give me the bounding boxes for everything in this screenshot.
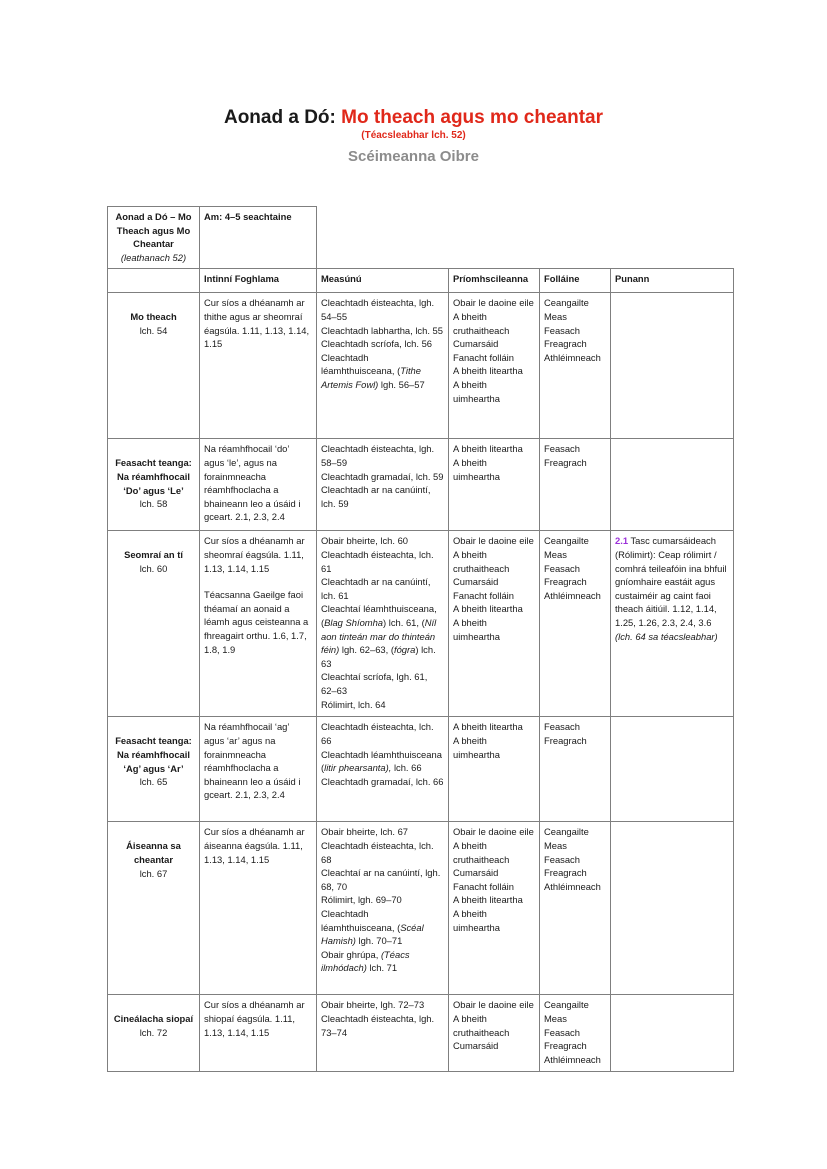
assessment-italic: litir phearsanta), xyxy=(324,762,392,774)
unit-page: (leathanach 52) xyxy=(120,251,187,263)
skill-item: A bheith cruthaitheach xyxy=(453,548,510,574)
skill-item: Cumarsáid xyxy=(453,576,499,588)
assessment-italic: Scéal Hamish) xyxy=(321,921,424,947)
intention-item: Na réamhfhocail ‘ag’ agus ‘ar’ agus na forainmneacha réamhfhoclacha a bhaineann leo a úsáid i gceart. 2.1, 2.3, 2.4 xyxy=(204,721,301,801)
wellbeing-cell xyxy=(540,293,611,439)
assessment-item: Cleachtadh éisteachta, lch. 66 xyxy=(321,721,434,746)
assessment-item: Cleachtaí ar na canúintí, lgh. 68, 70 xyxy=(321,867,441,892)
assessment-italic: Tithe Artemis Fowl) xyxy=(321,365,421,390)
wellbeing-item: Ceangailte xyxy=(544,297,589,309)
topic-page: lch. 72 xyxy=(139,1026,168,1038)
portfolio-task xyxy=(615,534,729,629)
assessment-item: Cleachtadh ar na canúintí, lch. 61 xyxy=(321,576,431,601)
table-row xyxy=(108,531,734,717)
skill-item: A bheith cruthaitheach xyxy=(453,1012,510,1038)
assessment-text: ) lch. 61, ( xyxy=(383,616,425,628)
assessment-item: Cleachtadh éisteachta, lgh. 58–59 xyxy=(321,443,435,468)
wellbeing-item: Feasach xyxy=(544,324,580,336)
table-row xyxy=(108,717,734,822)
wellbeing-item: Meas xyxy=(544,839,567,851)
assessment-item xyxy=(321,351,444,392)
wellbeing-item: Meas xyxy=(544,548,567,560)
wellbeing-cell xyxy=(540,717,611,822)
assessment-item: Cleachtadh gramadaí, lch. 59 xyxy=(321,470,444,482)
topic-page: lch. 58 xyxy=(139,498,168,510)
assessment-item: Cleachtadh éisteachta, lch. 68 xyxy=(321,839,434,865)
assessment-item: Cleachtadh éisteachta, lgh. 73–74 xyxy=(321,1012,435,1038)
scheme-table xyxy=(107,206,734,1072)
intention-item: Cur síos a dhéanamh ar áiseanna éagsúla. 1.11, 1.13, 1.14, 1.15 xyxy=(204,826,305,865)
assessment-item: Obair bheirte, lch. 60 xyxy=(321,535,409,547)
assessment-item: Cleachtadh gramadaí, lch. 66 xyxy=(321,775,444,787)
topic: Seomraí an tí xyxy=(124,549,183,561)
skill-item: A bheith litearth​a xyxy=(453,894,523,906)
assessment-italic: (Téacs ilmhódach) xyxy=(321,948,410,974)
assessment-item xyxy=(321,602,444,670)
assessment-text: Obair ghrúpa, xyxy=(321,948,381,960)
skill-item: Fanacht folláin xyxy=(453,351,514,363)
topic-page: lch. 54 xyxy=(139,324,168,336)
topic-page: lch. 60 xyxy=(139,562,168,574)
column-header: Folláine xyxy=(540,269,611,293)
intentions-cell xyxy=(200,439,317,531)
portfolio-cell xyxy=(611,717,734,822)
intention-item: Cur síos a dhéanamh ar thithe agus ar sheomraí éagsúla. 1.11, 1.13, 1.14, 1.15 xyxy=(204,297,310,350)
intentions-cell xyxy=(200,822,317,995)
portfolio-note: (lch. 64 sa téacsleabhar) xyxy=(615,630,718,642)
page-title xyxy=(0,106,827,130)
intention-item: Téacsanna Gaeilge faoi théamaí an aonaid a léamh agus ceisteanna a fhreagairt orthu. 1.6, 1.7, 1.8, 1.9 xyxy=(204,589,309,655)
assessment-text: lgh. 56–57 xyxy=(378,378,425,390)
topic-cell xyxy=(108,995,200,1072)
assessment-cell xyxy=(317,717,449,822)
column-header: Measúnú xyxy=(317,269,449,293)
assessment-item: Cleachtadh ar na canúintí, lch. 59 xyxy=(321,484,431,509)
assessment-text: lgh. 62–63, ( xyxy=(339,644,394,656)
column-header-row xyxy=(108,269,734,293)
topic-cell xyxy=(108,531,200,717)
assessment-italic: Níl aon tinteán mar do thinteán féin) xyxy=(321,616,437,656)
assessment-item xyxy=(321,907,444,948)
wellbeing-item: Freagrach xyxy=(544,734,587,746)
wellbeing-cell xyxy=(540,531,611,717)
topic: Feasacht teanga: Na réamhfhocail ‘Ag’ agus ‘Ar’ xyxy=(115,735,192,774)
portfolio-cell xyxy=(611,531,734,717)
skill-item: A bheith uimheartha xyxy=(453,907,500,933)
wellbeing-item: Feasach xyxy=(544,562,580,574)
wellbeing-item: Feasach xyxy=(544,853,580,865)
assessment-item xyxy=(321,948,444,975)
skill-item: Cumarsáid xyxy=(453,1040,499,1052)
assessment-item: Rólimirt, lgh. 69–70 xyxy=(321,894,402,906)
topic: Cineálacha siopaí xyxy=(113,1013,194,1025)
portfolio-text: Tasc cumarsáideach (Rólimirt): Ceap rólimirt / comhrá teileafóin ina bhfuil gníomhaire eastáit agus custaiméir ag caint faoi theach áitiúil. 1.12, 1.14, 1.25, 1.26, 2.3, 2.4, 3.6 xyxy=(615,535,727,628)
assessment-item: Cleachtadh éisteachta, lch. 61 xyxy=(321,548,434,574)
skill-item: Obair le daoine eile xyxy=(453,297,534,309)
textbook-reference: (Téacsleabhar lch. 52) xyxy=(361,130,466,141)
assessment-cell xyxy=(317,439,449,531)
skills-cell xyxy=(449,822,540,995)
skill-item: A bheith cruthaitheach xyxy=(453,310,510,336)
assessment-cell xyxy=(317,822,449,995)
wellbeing-item: Feasach xyxy=(544,1026,580,1038)
column-header: Príomhscileanna xyxy=(449,269,540,293)
assessment-text: lgh. 70–71 xyxy=(355,935,403,947)
portfolio-cell xyxy=(611,822,734,995)
assessment-item: Cleachtadh labhartha, lch. 55 xyxy=(321,324,443,336)
page-header xyxy=(0,106,827,168)
assessment-text: Cleachtadh léamhthuisceana, ( xyxy=(321,351,401,377)
table-unit-row xyxy=(108,207,734,269)
table-row xyxy=(108,822,734,995)
intention-item: Cur síos a dhéanamh ar shiopaí éagsúla. 1.11, 1.13, 1.14, 1.15 xyxy=(204,999,305,1038)
assessment-item: Cleachtaí scríofa, lgh. 61, 62–63 xyxy=(321,671,428,696)
wellbeing-item: Athléimneach xyxy=(544,880,601,892)
wellbeing-item: Athléimneach xyxy=(544,351,601,363)
skill-item: A bheith litearth​a xyxy=(453,365,523,377)
skill-item: A bheith uimheartha xyxy=(453,456,500,482)
skill-item: Obair le daoine eile xyxy=(453,535,534,547)
intentions-cell xyxy=(200,293,317,439)
topic-cell xyxy=(108,822,200,995)
topic-page: lch. 65 xyxy=(139,776,168,788)
skill-item: Fanacht folláin xyxy=(453,880,514,892)
assessment-text: ) lch. 63 xyxy=(321,644,436,669)
topic-page: lch. 67 xyxy=(139,867,168,879)
topic: Mo theach xyxy=(130,311,177,323)
assessment-cell xyxy=(317,293,449,439)
skills-cell xyxy=(449,995,540,1072)
assessment-text: lch. 71 xyxy=(366,962,398,974)
assessment-text: Cleachtadh léamhthuisceana ( xyxy=(321,748,442,774)
wellbeing-item: Athléimneach xyxy=(544,1053,601,1065)
intentions-cell xyxy=(200,717,317,822)
wellbeing-item: Freagrach xyxy=(544,338,587,350)
skill-item: Cumarsáid xyxy=(453,338,499,350)
blank-cell xyxy=(317,207,734,269)
wellbeing-item: Meas xyxy=(544,1012,567,1024)
skill-item: A bheith litearth​a xyxy=(453,721,523,733)
wellbeing-item: Freagrach xyxy=(544,576,587,588)
wellbeing-item: Feasach xyxy=(544,443,580,455)
wellbeing-item: Freagrach xyxy=(544,456,587,468)
intention-item: Na réamhfhocail ‘do’ agus ‘le’, agus na forainmneacha réamhfhoclacha a bhaineann leo a úsáid i gceart. 2.1, 2.3, 2.4 xyxy=(204,443,301,523)
intentions-cell xyxy=(200,995,317,1072)
skill-item: A bheith litearth​a xyxy=(453,603,523,615)
wellbeing-item: Freagrach xyxy=(544,867,587,879)
skill-item: A bheith uimheartha xyxy=(453,616,500,642)
intention-item: Cur síos a dhéanamh ar sheomraí éagsúla. 1.11, 1.13, 1.14, 1.15 xyxy=(204,535,305,574)
topic-cell xyxy=(108,717,200,822)
wellbeing-item: Ceangailte xyxy=(544,535,589,547)
assessment-item: Obair bheirte, lch. 67 xyxy=(321,826,409,838)
skill-item: A bheith cruthaitheach xyxy=(453,839,510,865)
assessment-item: Obair bheirte, lgh. 72–73 xyxy=(321,999,425,1011)
skill-item: Cumarsáid xyxy=(453,867,499,879)
corner-cell xyxy=(108,269,200,293)
skill-item: Obair le daoine eile xyxy=(453,826,534,838)
portfolio-cell xyxy=(611,293,734,439)
assessment-item xyxy=(321,748,444,775)
assessment-italic: fógra xyxy=(393,644,416,656)
assessment-cell xyxy=(317,531,449,717)
skills-cell xyxy=(449,717,540,822)
assessment-text: lch. 66 xyxy=(391,762,422,774)
wellbeing-cell xyxy=(540,822,611,995)
wellbeing-cell xyxy=(540,439,611,531)
wellbeing-item: Ceangailte xyxy=(544,999,589,1011)
wellbeing-item: Athléimneach xyxy=(544,589,601,601)
unit-title: Aonad a Dó – Mo Theach agus Mo Cheantar xyxy=(115,211,192,250)
topic-cell xyxy=(108,293,200,439)
wellbeing-cell xyxy=(540,995,611,1072)
table-row xyxy=(108,995,734,1072)
column-header: Punann xyxy=(611,269,734,293)
assessment-item: Rólimirt, lch. 64 xyxy=(321,698,386,710)
intentions-cell xyxy=(200,531,317,717)
wellbeing-item: Freagrach xyxy=(544,1040,587,1052)
topic-cell xyxy=(108,439,200,531)
portfolio-cell xyxy=(611,439,734,531)
scheme-heading: Scéimeanna Oibre xyxy=(348,148,479,165)
assessment-text: Cleachtadh léamhthuisceana, ( xyxy=(321,907,401,933)
skill-item: A bheith uimheartha xyxy=(453,378,500,404)
skill-item: Obair le daoine eile xyxy=(453,999,534,1011)
skill-item: A bheith litearth​a xyxy=(453,443,523,455)
wellbeing-item: Ceangailte xyxy=(544,826,589,838)
assessment-item: Cleachtadh éisteachta, lgh. 54–55 xyxy=(321,297,435,322)
skills-cell xyxy=(449,531,540,717)
wellbeing-item: Feasach xyxy=(544,721,580,733)
column-header: Intinní Foghlama xyxy=(200,269,317,293)
skill-item: A bheith uimheartha xyxy=(453,734,500,760)
assessment-italic: Blag Shíomha xyxy=(324,616,384,628)
table-row xyxy=(108,293,734,439)
topic: Áiseanna sa cheantar xyxy=(126,840,181,865)
portfolio-cell xyxy=(611,995,734,1072)
portfolio-number: 2.1 xyxy=(615,535,629,547)
skills-cell xyxy=(449,293,540,439)
title-prefix: Aonad a Dó: xyxy=(223,107,342,128)
assessment-cell xyxy=(317,995,449,1072)
assessment-item: Cleachtadh scríofa, lch. 56 xyxy=(321,338,432,350)
topic: Feasacht teanga: Na réamhfhocail ‘Do’ agus ‘Le’ xyxy=(115,457,192,496)
table-row xyxy=(108,439,734,531)
title-main: Mo theach agus mo cheantar xyxy=(341,107,603,128)
skill-item: Fanacht folláin xyxy=(453,589,514,601)
time-cell: Am: 4–5 seachtaine xyxy=(200,207,317,269)
skills-cell xyxy=(449,439,540,531)
unit-title-cell xyxy=(108,207,200,269)
assessment-text: Cleachtaí léamhthuisceana, ( xyxy=(321,603,437,628)
wellbeing-item: Meas xyxy=(544,310,567,322)
